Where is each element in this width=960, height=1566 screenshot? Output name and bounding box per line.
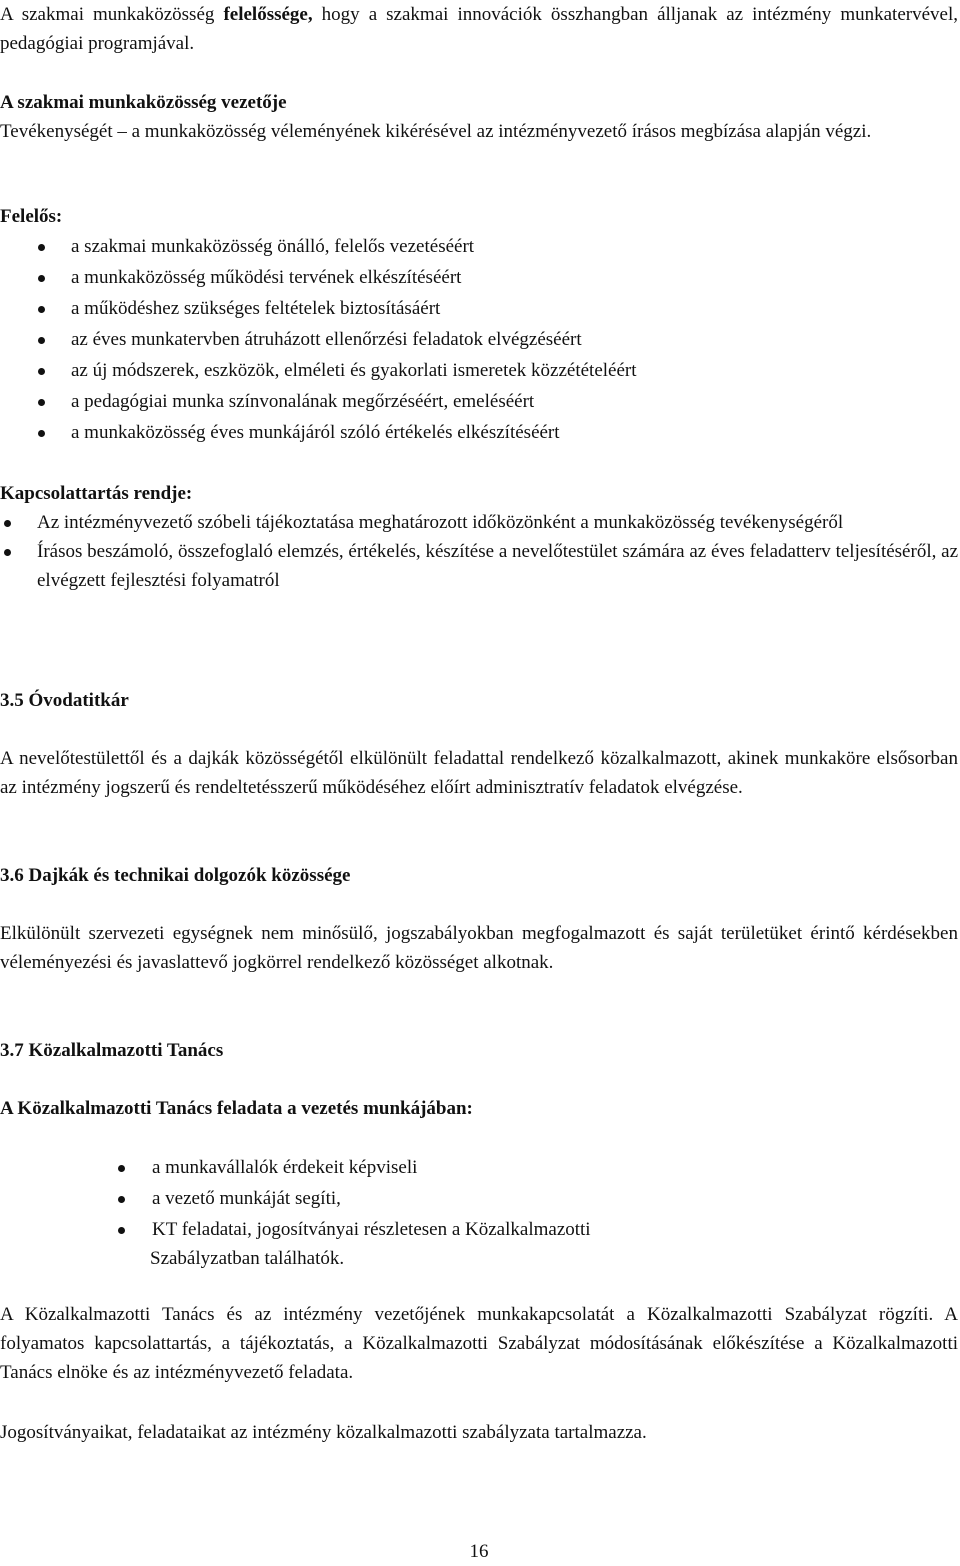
list-item-text: a szakmai munkaközösség önálló, felelős vezetéséért (71, 236, 475, 257)
bullet-icon (38, 337, 45, 344)
bullet-icon (118, 1196, 125, 1203)
bullet-icon (38, 399, 45, 406)
bullet-icon (38, 306, 45, 313)
list-item-text: KT feladatai, jogosítványai részletesen a Közalkalmazotti (152, 1219, 591, 1240)
list-item (0, 418, 958, 449)
page-number: 16 (469, 1541, 489, 1562)
section-3-5-paragraph: A nevelőtestülettől és a dajkák közösségétől elkülönült feladattal rendelkező közalkalmazott, akinek munkaköre elsősorban az intézmény jogszerű és rendeltetésszerű működéséhez előírt adminisztratív feladatok elvégzése. (0, 748, 958, 798)
section-3-7-paragraph-1: A Közalkalmazotti Tanács és az intézmény vezetőjének munkakapcsolatát a Közalkalmazotti Szabályzat rögzíti. A folyamatos kapcsolattartás, a tájékoztatás, a Közalkalmazotti Szabályzat módosításának előkészítése a Közalkalmazotti Tanács elnöke és az intézményvezető feladata. (0, 1304, 958, 1383)
intro-paragraph (0, 0, 958, 58)
section-3-7-heading: 3.7 Közalkalmazotti Tanács (0, 1040, 224, 1061)
bullet-icon (118, 1227, 125, 1234)
section-3-7-subheading: A Közalkalmazotti Tanács feladata a vezetés munkájában: (0, 1098, 473, 1119)
section-3-7-paragraph-2: Jogosítványaikat, feladataikat az intézmény közalkalmazotti szabályzata tartalmazza. (0, 1422, 647, 1443)
list-item (0, 263, 958, 294)
bullet-icon (4, 549, 11, 556)
list-item-text: a munkaközösség éves munkájáról szóló értékelés elkészítéséért (71, 422, 560, 443)
list-item-text: a munkavállalók érdekeit képviseli (152, 1157, 418, 1178)
section-3-5-heading: 3.5 Óvodatitkár (0, 690, 129, 711)
list-item (0, 1215, 958, 1246)
list-item-text: az új módszerek, eszközök, elméleti és gyakorlati ismeretek közzétételéért (71, 360, 637, 381)
list-item-text: a vezető munkáját segíti, (152, 1188, 341, 1209)
list-item-text: Az intézményvezető szóbeli tájékoztatása meghatározott időközönként a munkaközösség tevékenységéről (37, 512, 844, 533)
bullet-icon (38, 368, 45, 375)
council-task-list (0, 1153, 958, 1246)
section-3-6-heading: 3.6 Dajkák és technikai dolgozók közössége (0, 865, 351, 886)
list-item (0, 387, 958, 418)
list-item-text: Írásos beszámoló, összefoglaló elemzés, értékelés, készítése a nevelőtestület számára az éves feladatterv teljesítéséről, az elvégzett fejlesztési folyamatról (37, 541, 958, 591)
section-3-6-paragraph: Elkülönült szervezeti egységnek nem minősülő, jogszabályokban megfogalmazott és saját területüket érintő kérdésekben véleményezési és javaslattevő jogkörrel rendelkező közösséget alkotnak. (0, 923, 958, 973)
bullet-icon (38, 430, 45, 437)
list-item-text: az éves munkatervben átruházott ellenőrzési feladatok elvégzéséért (71, 329, 582, 350)
bullet-icon (118, 1165, 125, 1172)
list-item (0, 508, 958, 537)
council-task-continuation: Szabályzatban találhatók. (150, 1248, 345, 1269)
list-item-text: a munkaközösség működési tervének elkészítéséért (71, 267, 462, 288)
intro-bold-term: felelőssége, (223, 4, 313, 25)
bullet-icon (38, 244, 45, 251)
contact-list (0, 508, 958, 595)
responsible-heading: Felelős: (0, 206, 63, 227)
contact-heading: Kapcsolattartás rendje: (0, 483, 193, 504)
list-item (0, 232, 958, 263)
list-item-text: a működéshez szükséges feltételek biztosításáért (71, 298, 441, 319)
list-item (0, 325, 958, 356)
list-item-text: a pedagógiai munka színvonalának megőrzéséért, emeléséért (71, 391, 535, 412)
bullet-icon (4, 520, 11, 527)
bullet-icon (38, 275, 45, 282)
list-item (0, 1184, 958, 1215)
leader-paragraph: Tevékenységét – a munkaközösség véleményének kikérésével az intézményvezető írásos megbízása alapján végzi. (0, 121, 872, 142)
intro-text-start: A szakmai munkaközösség (0, 4, 224, 25)
intro-text-end: hogy a szakmai innovációk összhangban álljanak az intézmény munkatervével, pedagógiai programjával. (0, 4, 958, 54)
list-item (0, 1153, 958, 1184)
list-item (0, 294, 958, 325)
list-item (0, 537, 958, 595)
list-item (0, 356, 958, 387)
leader-heading: A szakmai munkaközösség vezetője (0, 92, 287, 113)
responsible-list (0, 232, 958, 449)
